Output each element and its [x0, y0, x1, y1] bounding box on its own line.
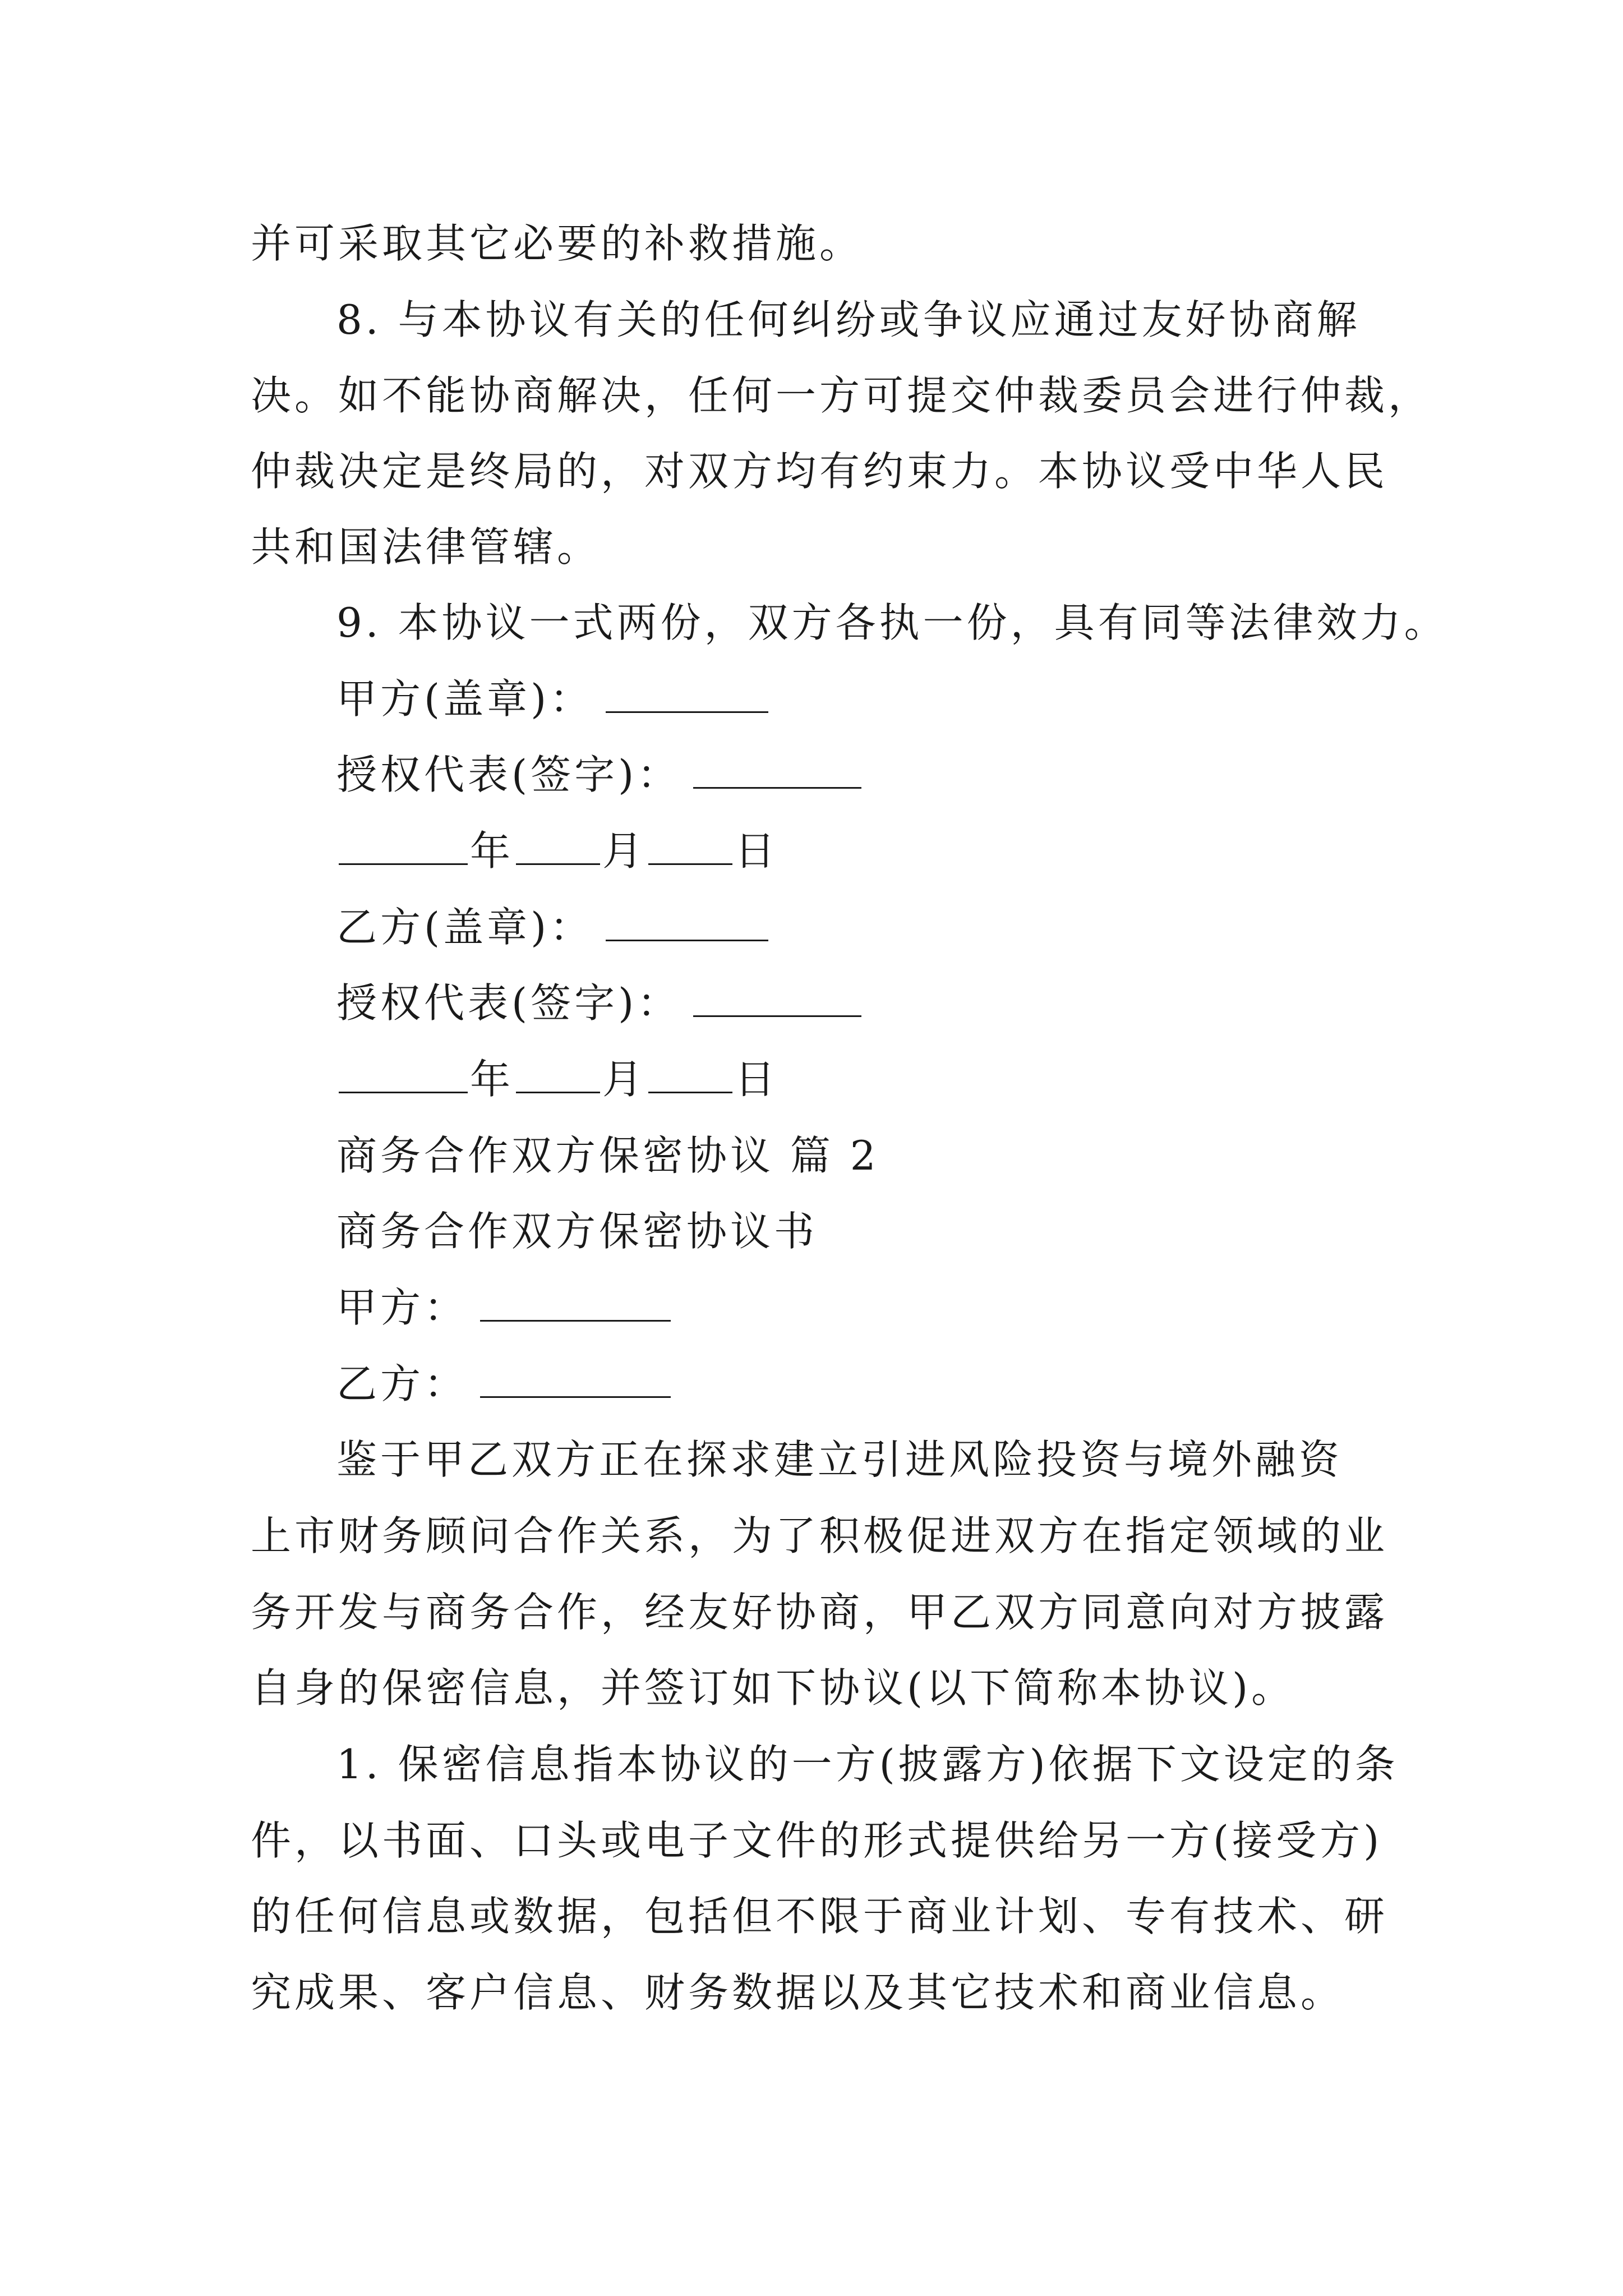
- party-a-blank: [480, 1285, 671, 1322]
- party-a-seal-label: 甲方(盖章)：: [336, 675, 594, 723]
- party-a-seal-line: [336, 671, 771, 727]
- rep-a-blank: [693, 752, 861, 789]
- date-a-line: [336, 823, 778, 879]
- paragraph-line: 件，以书面、口头或电子文件的形式提供给另一方(接受方): [251, 1817, 1383, 1864]
- document-title: 商务合作双方保密协议书: [336, 1208, 818, 1255]
- party-b-seal-line: [336, 899, 771, 955]
- paragraph-line: 8. 与本协议有关的任何纠纷或争议应通过友好协商解: [336, 296, 1361, 343]
- party-b-blank: [480, 1361, 671, 1398]
- month-label: 月: [602, 1056, 647, 1103]
- paragraph-line: 仲裁决定是终局的，对双方均有约束力。本协议受中华人民: [251, 448, 1389, 495]
- party-b-line: [336, 1356, 673, 1412]
- party-a-label: 甲方：: [336, 1284, 468, 1331]
- party-b-seal-label: 乙方(盖章)：: [336, 904, 594, 951]
- paragraph-line: 共和国法律管辖。: [251, 523, 601, 570]
- year-blank: [339, 829, 468, 865]
- paragraph-line: 务开发与商务合作，经友好协商，甲乙双方同意向对方披露: [251, 1589, 1389, 1636]
- day-blank: [648, 1057, 732, 1093]
- month-label: 月: [602, 827, 647, 875]
- year-label: 年: [470, 827, 514, 875]
- day-blank: [648, 829, 732, 865]
- month-blank: [516, 829, 600, 865]
- rep-b-blank: [693, 981, 861, 1017]
- paragraph-line: 的任何信息或数据，包括但不限于商业计划、专有技术、研: [251, 1893, 1389, 1940]
- paragraph-line: 究成果、客户信息、财务数据以及其它技术和商业信息。: [251, 1969, 1345, 2016]
- rep-b-line: [336, 975, 864, 1031]
- section-heading: 商务合作双方保密协议 篇 2: [336, 1132, 879, 1179]
- year-blank: [339, 1057, 468, 1093]
- paragraph-line: 9. 本协议一式两份，双方各执一份，具有同等法律效力。: [336, 599, 1448, 646]
- party-a-line: [336, 1280, 673, 1336]
- day-label: 日: [735, 1056, 779, 1103]
- rep-b-label: 授权代表(签字)：: [336, 979, 681, 1027]
- rep-a-line: [336, 747, 864, 803]
- paragraph-line: 上市财务顾问合作关系，为了积极促进双方在指定领域的业: [251, 1512, 1389, 1559]
- date-b-line: [336, 1051, 778, 1107]
- party-b-label: 乙方：: [336, 1360, 468, 1407]
- month-blank: [516, 1057, 600, 1093]
- paragraph-line: 1. 保密信息指本协议的一方(披露方)依据下文设定的条: [336, 1741, 1399, 1788]
- rep-a-label: 授权代表(签字)：: [336, 751, 681, 798]
- party-b-seal-blank: [606, 905, 768, 941]
- paragraph-line: 并可采取其它必要的补救措施。: [251, 220, 864, 267]
- paragraph-line: 鉴于甲乙双方正在探求建立引进风险投资与境外融资: [336, 1436, 1343, 1483]
- paragraph-line: 自身的保密信息，并签订如下协议(以下简称本协议)。: [251, 1664, 1295, 1711]
- year-label: 年: [470, 1056, 514, 1103]
- paragraph-line: 决。如不能协商解决，任何一方可提交仲裁委员会进行仲裁，: [251, 372, 1432, 419]
- party-a-seal-blank: [606, 677, 768, 713]
- day-label: 日: [735, 827, 779, 875]
